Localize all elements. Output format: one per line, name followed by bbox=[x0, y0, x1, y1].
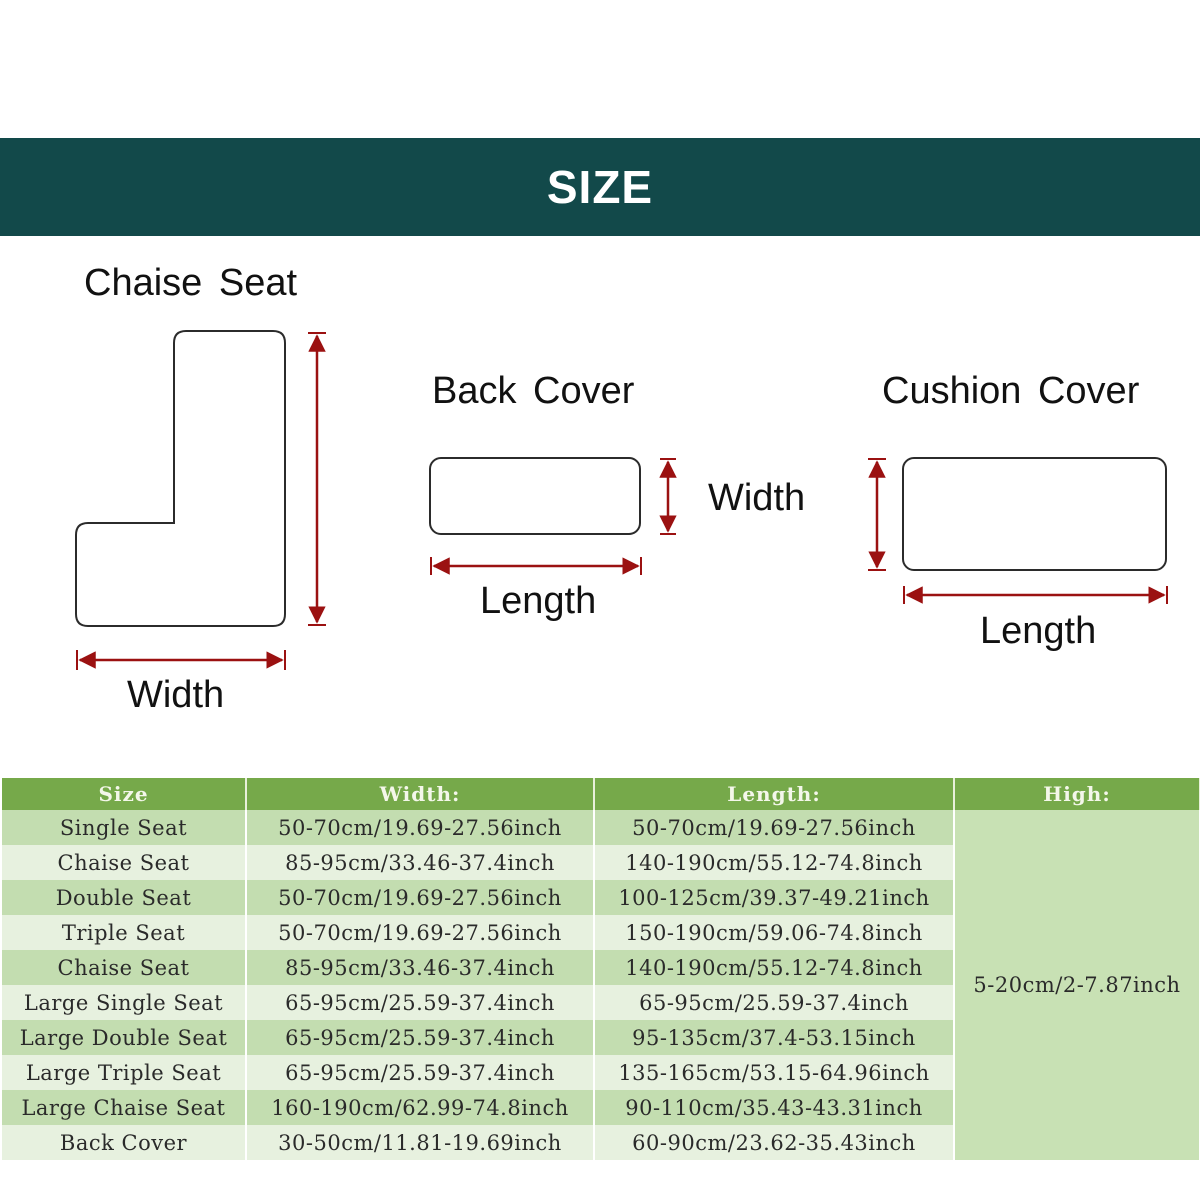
width-cell: 50-70cm/19.69-27.56inch bbox=[246, 915, 594, 950]
back-cover-title: Back Cover bbox=[432, 370, 635, 412]
length-cell: 50-70cm/19.69-27.56inch bbox=[594, 810, 954, 845]
table-row bbox=[2, 810, 1200, 845]
cushion-cover-length-label: Length bbox=[980, 610, 1097, 652]
size-cell: Large Triple Seat bbox=[2, 1055, 246, 1090]
width-cell: 50-70cm/19.69-27.56inch bbox=[246, 810, 594, 845]
size-cell: Single Seat bbox=[2, 810, 246, 845]
size-cell: Triple Seat bbox=[2, 915, 246, 950]
size-cell: Large Double Seat bbox=[2, 1020, 246, 1055]
back-cover-shape bbox=[430, 458, 640, 534]
length-cell: 140-190cm/55.12-74.8inch bbox=[594, 950, 954, 985]
width-cell: 65-95cm/25.59-37.4inch bbox=[246, 985, 594, 1020]
back-cover-length-label: Length bbox=[480, 580, 597, 622]
size-cell: Large Single Seat bbox=[2, 985, 246, 1020]
header-width: Width: bbox=[246, 778, 594, 810]
length-cell: 60-90cm/23.62-35.43inch bbox=[594, 1125, 954, 1160]
cushion-cover-shape bbox=[903, 458, 1166, 570]
header-high: High: bbox=[954, 778, 1200, 810]
width-cell: 85-95cm/33.46-37.4inch bbox=[246, 950, 594, 985]
width-cell: 160-190cm/62.99-74.8inch bbox=[246, 1090, 594, 1125]
chaise-seat-title: Chaise Seat bbox=[84, 262, 298, 304]
length-cell: 90-110cm/35.43-43.31inch bbox=[594, 1090, 954, 1125]
width-cell: 65-95cm/25.59-37.4inch bbox=[246, 1020, 594, 1055]
chaise-seat-width-label: Width bbox=[127, 674, 225, 716]
table-header-row bbox=[2, 778, 1200, 810]
length-cell: 95-135cm/37.4-53.15inch bbox=[594, 1020, 954, 1055]
width-cell: 30-50cm/11.81-19.69inch bbox=[246, 1125, 594, 1160]
size-cell: Chaise Seat bbox=[2, 950, 246, 985]
size-cell: Back Cover bbox=[2, 1125, 246, 1160]
length-cell: 100-125cm/39.37-49.21inch bbox=[594, 880, 954, 915]
size-cell: Chaise Seat bbox=[2, 845, 246, 880]
size-table bbox=[2, 778, 1200, 1160]
high-cell: 5-20cm/2-7.87inch bbox=[954, 810, 1200, 1160]
width-cell: 50-70cm/19.69-27.56inch bbox=[246, 880, 594, 915]
width-cell: 65-95cm/25.59-37.4inch bbox=[246, 1055, 594, 1090]
cushion-cover-title: Cushion Cover bbox=[882, 370, 1140, 412]
length-cell: 150-190cm/59.06-74.8inch bbox=[594, 915, 954, 950]
size-cell: Large Chaise Seat bbox=[2, 1090, 246, 1125]
banner-title: SIZE bbox=[546, 161, 654, 213]
header-length: Length: bbox=[594, 778, 954, 810]
width-cell: 85-95cm/33.46-37.4inch bbox=[246, 845, 594, 880]
length-cell: 65-95cm/25.59-37.4inch bbox=[594, 985, 954, 1020]
size-cell: Double Seat bbox=[2, 880, 246, 915]
header-size: Size bbox=[2, 778, 246, 810]
length-cell: 135-165cm/53.15-64.96inch bbox=[594, 1055, 954, 1090]
chaise-seat-shape bbox=[76, 331, 285, 626]
length-cell: 140-190cm/55.12-74.8inch bbox=[594, 845, 954, 880]
back-cover-width-label: Width bbox=[708, 477, 806, 519]
